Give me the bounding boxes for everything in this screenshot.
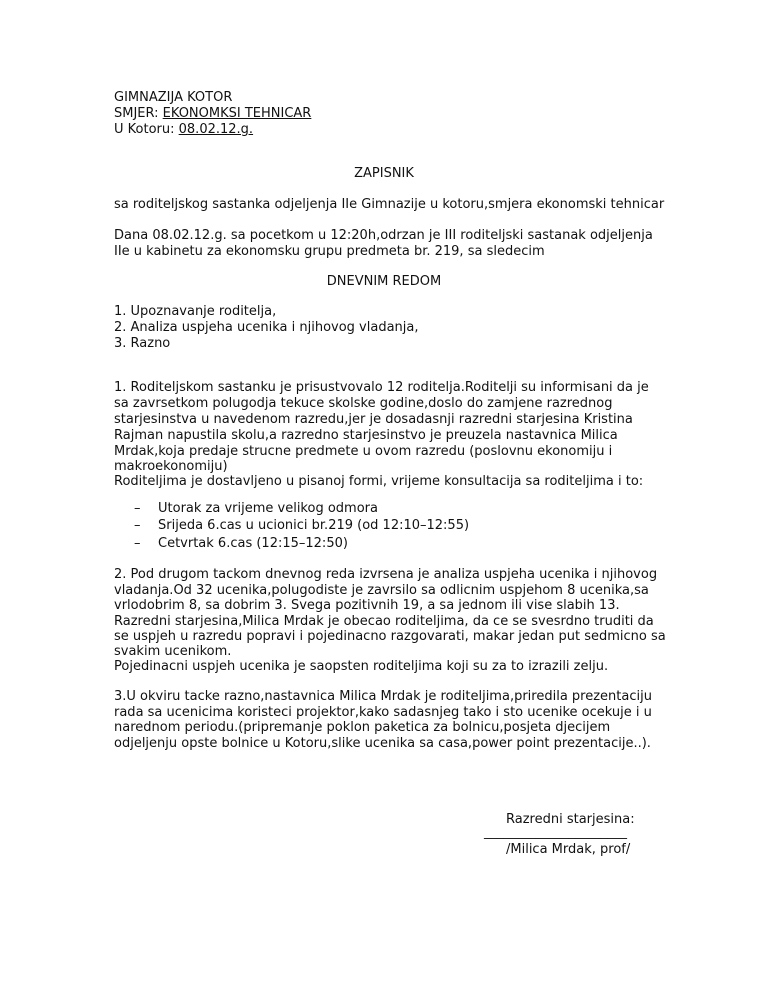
section1-line: makroekonomiju) xyxy=(114,459,228,474)
section2-line: Pojedinacni uspjeh ucenika je saopsten roditeljima koji su za to izrazili zelju. xyxy=(114,659,609,674)
consultation-item: Srijeda 6.cas u ucionici br.219 (od 12:10–12:55) xyxy=(158,518,470,533)
section2-line: se uspjeh u razredu popravi i pojedinacno razgovarati, makar jedan put sedmicno sa xyxy=(114,629,666,644)
school-name: GIMNAZIJA KOTOR xyxy=(114,90,233,105)
document-title: ZAPISNIK xyxy=(354,166,414,181)
agenda-item: 1. Upoznavanje roditelja, xyxy=(114,304,277,319)
opening-line: Dana 08.02.12.g. sa pocetkom u 12:20h,odrzan je III roditeljski sastanak odjeljenja xyxy=(114,228,653,243)
section2-line: vladanja.Od 32 ucenika,polugodiste je zavrsilo sa odlicnim uspjehom 8 ucenika,sa xyxy=(114,583,649,598)
section3-line: odjeljenju opste bolnice u Kotoru,slike ucenika sa casa,power point prezentacije..). xyxy=(114,736,651,751)
smjer-value: EKONOMKSI TEHNICAR xyxy=(162,106,312,121)
agenda-item: 3. Razno xyxy=(114,336,171,351)
section1-line: Rajman napustila skolu,a razredno starjesinstvo je preuzela nastavnica Milica xyxy=(114,428,618,443)
place-label: U Kotoru: xyxy=(114,122,179,137)
place-date: 08.02.12.g. xyxy=(178,122,254,137)
bullet-dash: – xyxy=(134,536,141,551)
bullet-dash: – xyxy=(134,518,141,533)
section3-line: rada sa ucenicima koristeci projektor,kako sadasnjeg tako i sto ucenike ocekuje i u xyxy=(114,705,652,720)
section1-line: Mrdak,koja predaje strucne predmete u ovom razredu (poslovnu ekonomiju i xyxy=(114,444,613,459)
section1-line: Roditeljima je dostavljeno u pisanoj formi, vrijeme konsultacija sa roditeljima i to: xyxy=(114,474,644,489)
section2-line: 2. Pod drugom tackom dnevnog reda izvrsena je analiza uspjeha ucenika i njihovog xyxy=(114,567,658,582)
section1-line: starjesinstva u navedenom razredu,jer je dosadasnji razredni starjesina Kristina xyxy=(114,412,633,427)
intro-paragraph: sa roditeljskog sastanka odjeljenja IIe Gimnazije u kotoru,smjera ekonomski tehnicar xyxy=(114,197,665,212)
smjer-label: SMJER: xyxy=(114,106,163,121)
section1-line: sa zavrsetkom polugodja tekuce skolske godine,doslo do zamjene razrednog xyxy=(114,396,613,411)
opening-line: IIe u kabinetu za ekonomsku grupu predmeta br. 219, sa sledecim xyxy=(114,244,545,259)
section1-line: 1. Roditeljskom sastanku je prisustvovalo 12 roditelja.Roditelji su informisani da je xyxy=(114,380,649,395)
section2-line: vrlodobrim 8, sa dobrim 3. Svega pozitivnih 19, a sa jednom ili vise slabih 13. xyxy=(114,598,620,613)
agenda-title: DNEVNIM REDOM xyxy=(326,274,442,289)
section2-line: Razredni starjesina,Milica Mrdak je obecao roditeljima, da ce se svesrdno truditi da xyxy=(114,614,654,629)
consultation-item: Utorak za vrijeme velikog odmora xyxy=(158,501,378,516)
signature-line: ______________________ xyxy=(484,825,627,840)
consultation-item: Cetvrtak 6.cas (12:15–12:50) xyxy=(158,536,348,551)
section3-line: 3.U okviru tacke razno,nastavnica Milica Mrdak je roditeljima,priredila prezentaciju xyxy=(114,689,652,704)
bullet-dash: – xyxy=(134,501,141,516)
agenda-item: 2. Analiza uspjeha ucenika i njihovog vladanja, xyxy=(114,320,419,335)
section3-line: narednom periodu.(pripremanje poklon paketica za bolnicu,posjeta djecijem xyxy=(114,720,611,735)
signature-name: /Milica Mrdak, prof/ xyxy=(506,842,631,857)
place-date-line xyxy=(114,122,253,138)
section2-line: svakim ucenikom. xyxy=(114,644,232,659)
signature-label: Razredni starjesina: xyxy=(506,812,635,827)
smjer-line xyxy=(114,106,311,122)
